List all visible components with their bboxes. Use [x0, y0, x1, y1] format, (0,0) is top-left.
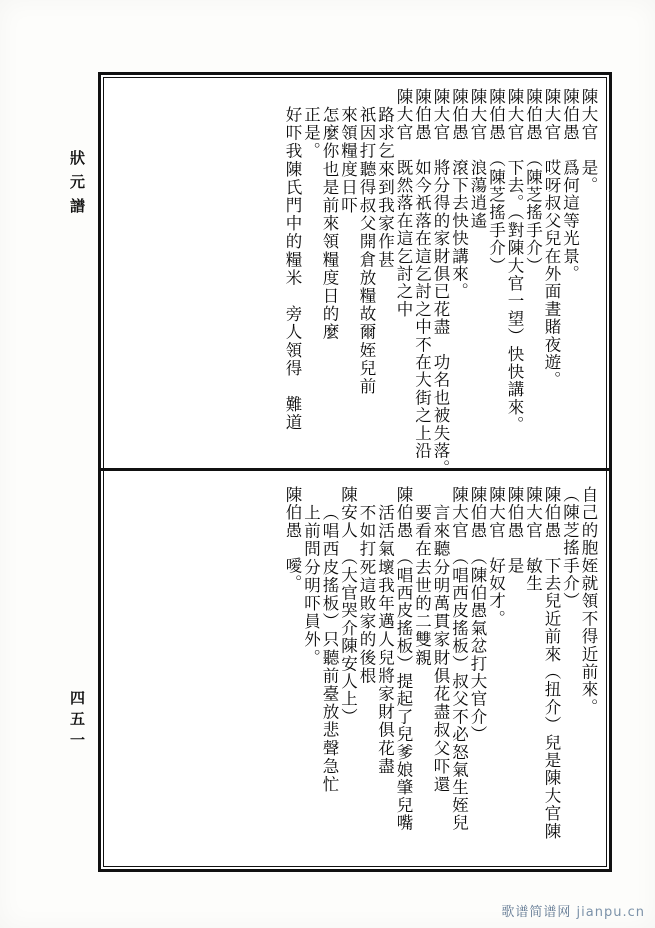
- bottom-text-block: [104, 476, 606, 866]
- text-column: 正是。: [301, 106, 321, 161]
- text-column: 陳大官 將分得的家財俱已花盡 功名也被失落。: [431, 88, 450, 478]
- top-text-block: [104, 78, 606, 478]
- text-column: 陳大官 哎呀叔父兒在外面晝賭夜遊。: [542, 88, 561, 389]
- watermark-site-url: jianpu.cn: [576, 905, 645, 920]
- text-column: 陳伯愚 是: [505, 486, 524, 575]
- text-column: 陳伯愚 （唱西皮搖板）提起了兒爹娘肇兒嘴: [394, 486, 413, 832]
- text-column: 陳大官 （唱西皮搖板）叔父不必怒氣生姪兒: [449, 486, 469, 832]
- text-column: 怎麼你也是前來領糧度日的麼: [320, 106, 339, 342]
- watermark-site-name: 歌谱简谱网: [501, 905, 572, 920]
- text-column: 要看在去世的二雙親: [412, 504, 432, 667]
- text-column: 路求乞來到我家作甚: [375, 106, 395, 269]
- text-column: 陳大官 下去。（對陳大官一望）快快講來。: [505, 88, 524, 434]
- text-column: 陳大官 敏生: [523, 486, 543, 593]
- text-column: 陳伯愚 （陳芝搖手介）: [486, 88, 506, 275]
- text-column: 陳伯愚 （陳伯愚氣忿打大官介）: [468, 486, 487, 744]
- block-divider: [98, 468, 612, 471]
- text-column: 上前問分明吓員外。: [301, 504, 321, 667]
- text-column: 祇因打聽得叔父開倉放糧故爾姪兒前: [357, 106, 376, 396]
- page-number: 四五一: [68, 690, 86, 753]
- text-column: 活活氣壞我年邁人兒將家財俱花盡: [375, 504, 395, 776]
- text-column: 陳安人 （大官哭介陳安人上）: [338, 486, 358, 726]
- text-column: 陳大官 好奴才。: [486, 486, 506, 628]
- text-column: 陳大官 既然落在這乞討之中: [394, 88, 413, 319]
- text-column: 陳大官 是。: [579, 88, 598, 195]
- text-column: 陳伯愚 滾下去快快講來。: [449, 88, 469, 301]
- text-column: （陳芝搖手介）: [560, 486, 580, 610]
- text-column: 言來聽分明萬貫家財俱花盡叔父吓還: [431, 504, 450, 794]
- text-column: 陳伯愚 如今祇落在這乞討之中不在大街之上沿: [412, 88, 432, 460]
- text-column: 不如打死這敗家的後根: [357, 504, 376, 685]
- running-head: 狀元譜: [68, 150, 86, 222]
- text-column: 陳伯愚 （陳芝搖手介）: [523, 88, 543, 275]
- text-column: 好吓我陳氏門中的糧米 旁人領得 難道: [283, 106, 302, 432]
- text-column: 陳伯愚 下去兒近前來（扭介）兒是陳大官陳: [542, 486, 561, 840]
- watermark: [501, 901, 645, 920]
- text-column: 陳伯愚 爲何這等光景。: [560, 88, 580, 283]
- text-column: 來領糧度日吓: [338, 106, 358, 215]
- text-column: （唱西皮搖板）只聽前臺放悲聲急忙: [320, 504, 339, 794]
- text-column: 陳伯愚 噯。: [283, 486, 302, 593]
- text-column: 陳大官 浪蕩逍遙: [468, 88, 487, 230]
- text-column: 自己的胞姪就領不得近前來。: [579, 486, 598, 717]
